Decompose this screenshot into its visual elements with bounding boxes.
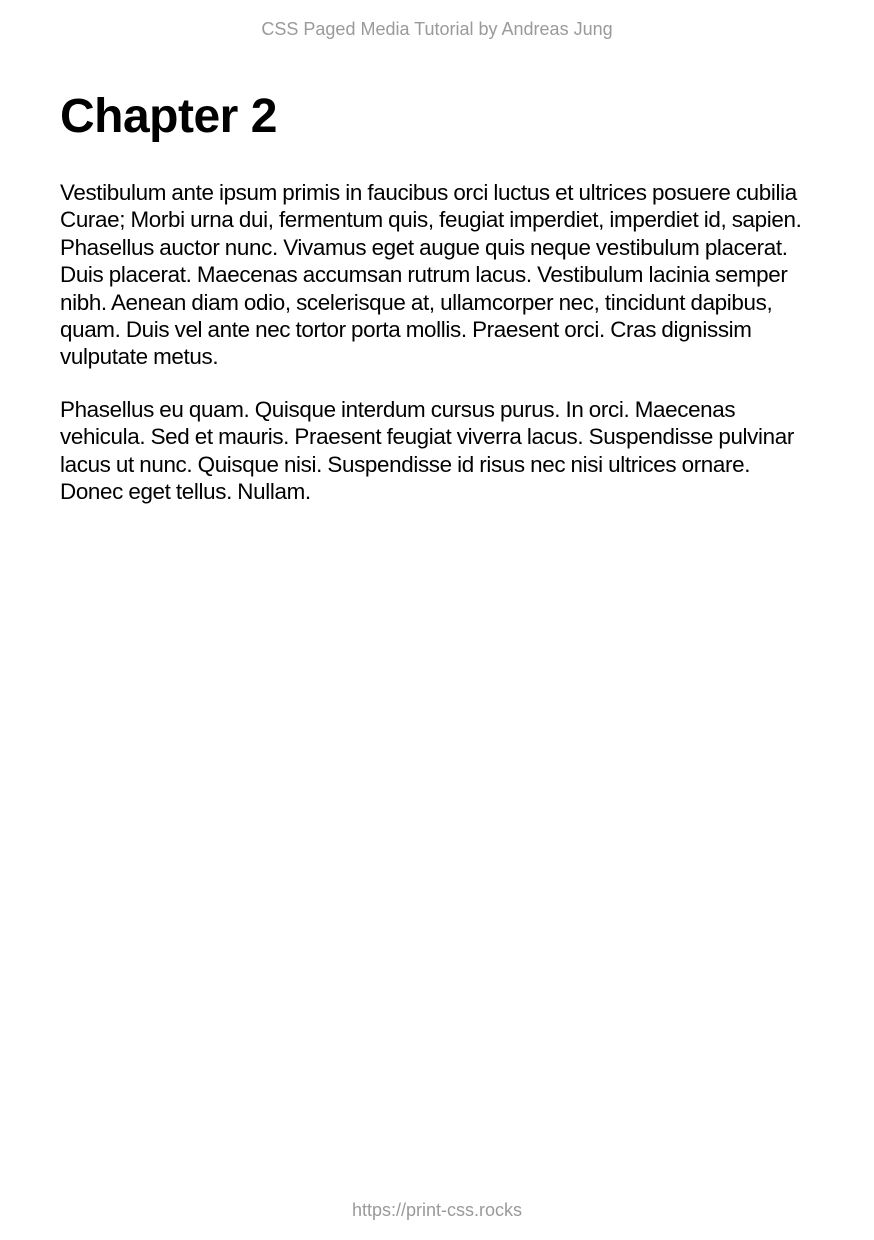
chapter-title: Chapter 2 (60, 90, 277, 143)
running-header: CSS Paged Media Tutorial by Andreas Jung (261, 19, 613, 39)
chapter-content (60, 88, 810, 530)
running-footer-url: https://print-css.rocks (351, 1200, 523, 1220)
body-paragraph-1: Vestibulum ante ipsum primis in faucibus orci luctus et ultrices posuere cubilia Curae; Morbi urna dui, fermentum quis, feugiat imperdiet, imperdiet id, sapien. Phasellus auctor nunc. Vivamus eget augue quis neque vestibulum placerat. Duis placerat. Maecenas accumsan rutrum lacus. Vestibulum lacinia semper nibh. Aenean diam odio, scelerisque at, ullamcorper nec, tincidunt dapibus, quam. Duis vel ante nec tortor porta mollis. Praesent orci. Cras dignissim vulputate metus. (60, 180, 802, 370)
body-paragraph-2: Phasellus eu quam. Quisque interdum cursus purus. In orci. Maecenas vehicula. Sed et mauris. Praesent feugiat viverra lacus. Suspendisse pulvinar lacus ut nunc. Quisque nisi. Suspendisse id risus nec nisi ultrices ornare. Donec eget tellus. Nullam. (60, 396, 794, 505)
